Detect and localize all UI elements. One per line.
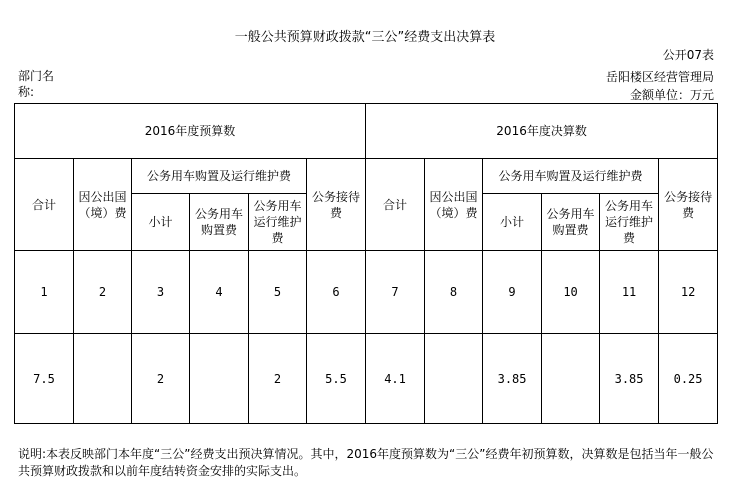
value-cell: 7.5 (15, 334, 74, 424)
index-cell: 6 (307, 251, 366, 334)
col-vehicle: 公务用车购置及运行维护费 (483, 159, 659, 194)
value-cell: 0.25 (659, 334, 718, 424)
index-cell: 8 (425, 251, 483, 334)
budget-header: 2016年度预算数 (15, 104, 366, 159)
value-cell (190, 334, 249, 424)
col-total: 合计 (15, 159, 74, 251)
index-cell: 1 (15, 251, 74, 334)
department-label: 部门名称: (18, 69, 55, 99)
index-cell: 5 (249, 251, 307, 334)
value-cell: 4.1 (366, 334, 425, 424)
col-operation: 公务用车运行维护费 (249, 194, 307, 251)
index-cell: 3 (132, 251, 190, 334)
col-purchase: 公务用车购置费 (190, 194, 249, 251)
col-total: 合计 (366, 159, 425, 251)
page-title: 一般公共预算财政拨款“三公”经费支出决算表 (234, 30, 496, 45)
value-cell: 5.5 (307, 334, 366, 424)
amount-unit: 金额单位：万元 (629, 88, 714, 102)
index-cell: 11 (600, 251, 659, 334)
index-cell: 4 (190, 251, 249, 334)
col-reception: 公务接待费 (659, 159, 718, 251)
col-subtotal: 小计 (132, 194, 190, 251)
col-purchase: 公务用车购置费 (542, 194, 600, 251)
value-row (15, 334, 718, 424)
department-value: 岳阳楼区经营管理局 (605, 70, 714, 84)
col-reception: 公务接待费 (307, 159, 366, 251)
col-abroad: 因公出国（境）费 (74, 159, 132, 251)
value-cell (542, 334, 600, 424)
col-vehicle: 公务用车购置及运行维护费 (132, 159, 307, 194)
form-number: 公开07表 (662, 48, 714, 62)
value-cell: 2 (249, 334, 307, 424)
col-abroad: 因公出国（境）费 (425, 159, 483, 251)
value-cell: 3.85 (600, 334, 659, 424)
index-cell: 2 (74, 251, 132, 334)
value-cell: 3.85 (483, 334, 542, 424)
value-cell: 2 (132, 334, 190, 424)
index-cell: 9 (483, 251, 542, 334)
value-cell (74, 334, 132, 424)
value-cell (425, 334, 483, 424)
index-cell: 7 (366, 251, 425, 334)
index-row (15, 251, 718, 334)
col-subtotal: 小计 (483, 194, 542, 251)
expense-table (14, 103, 718, 424)
col-operation: 公务用车运行维护费 (600, 194, 659, 251)
footnote: 说明:本表反映部门本年度“三公”经费支出预决算情况。其中，2016年度预算数为“三公”经费年初预算数，决算数是包括当年一般公共预算财政拨款和以前年度结转资金安排的实际支出。 (18, 447, 714, 478)
final-header: 2016年度决算数 (366, 104, 718, 159)
index-cell: 12 (659, 251, 718, 334)
index-cell: 10 (542, 251, 600, 334)
